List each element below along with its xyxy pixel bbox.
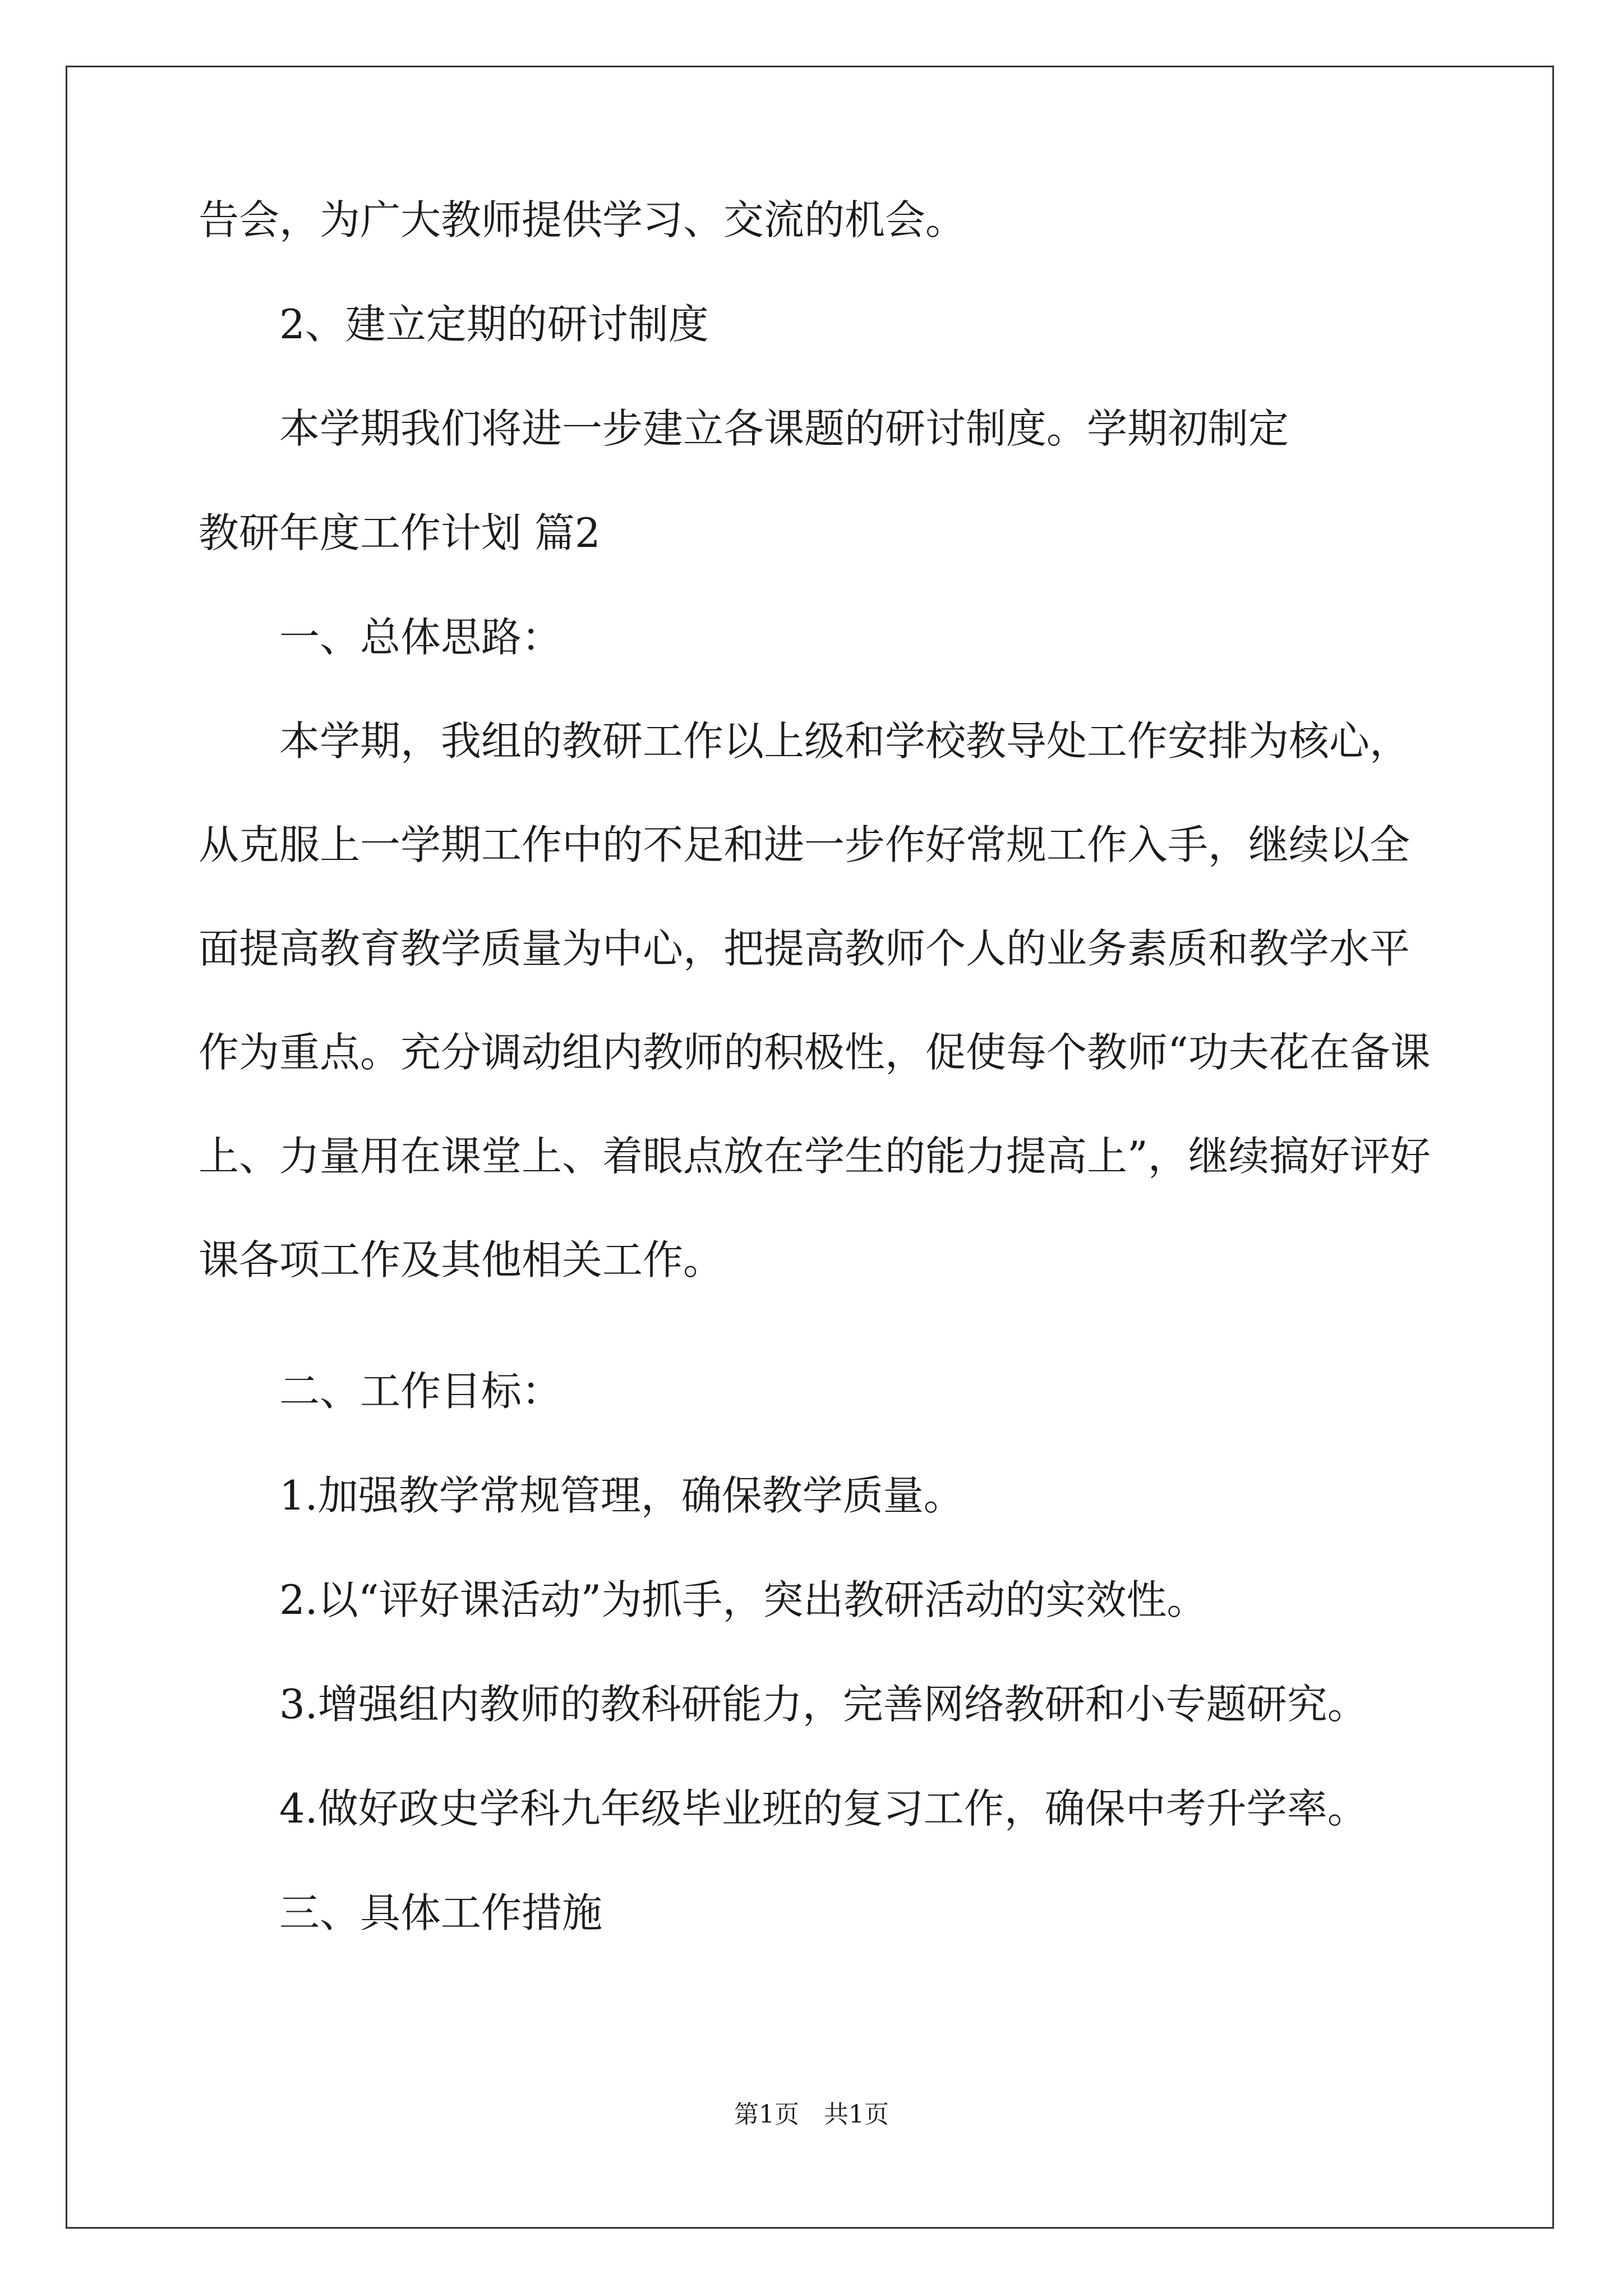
section-heading: 三、具体工作措施 xyxy=(279,1889,603,1936)
paragraph: 2、建立定期的研讨制度 xyxy=(279,301,709,348)
paragraph: 本学期我们将进一步建立各课题的研讨制度。学期初制定 xyxy=(279,405,1289,452)
list-item: 1.加强教学常规管理，确保教学质量。 xyxy=(279,1472,964,1519)
section-heading: 教研年度工作计划 篇2 xyxy=(199,509,601,556)
page-footer: 第1页 共1页 xyxy=(734,2100,889,2129)
list-item: 3.增强组内教师的教科研能力，完善网络教研和小专题研究。 xyxy=(279,1681,1368,1728)
paragraph: 告会，为广大教师提供学习、交流的机会。 xyxy=(199,196,966,243)
list-item: 4.做好政史学科九年级毕业班的复习工作，确保中考升学率。 xyxy=(279,1785,1368,1832)
section-heading: 二、工作目标： xyxy=(279,1368,562,1415)
paragraph: 本学期，我组的教研工作以上级和学校教导处工作安排为核心，从克服上一学期工作中的不足和进一步作好常规工作入手，继续以全面提高教育教学质量为中心，把提高教师个人的业务素质和教学水平作为重点。充分调动组内教师的积极性，促使每个教师“功夫花在备课上、力量用在课堂上、着眼点放在学生的能力提高上”，继续搞好评好课各项工作及其他相关工作。 xyxy=(199,717,1431,1283)
document-body xyxy=(199,195,1432,1992)
section-heading: 一、总体思路： xyxy=(279,614,562,661)
list-item: 2.以“评好课活动”为抓手，突出教研活动的实效性。 xyxy=(279,1576,1207,1623)
